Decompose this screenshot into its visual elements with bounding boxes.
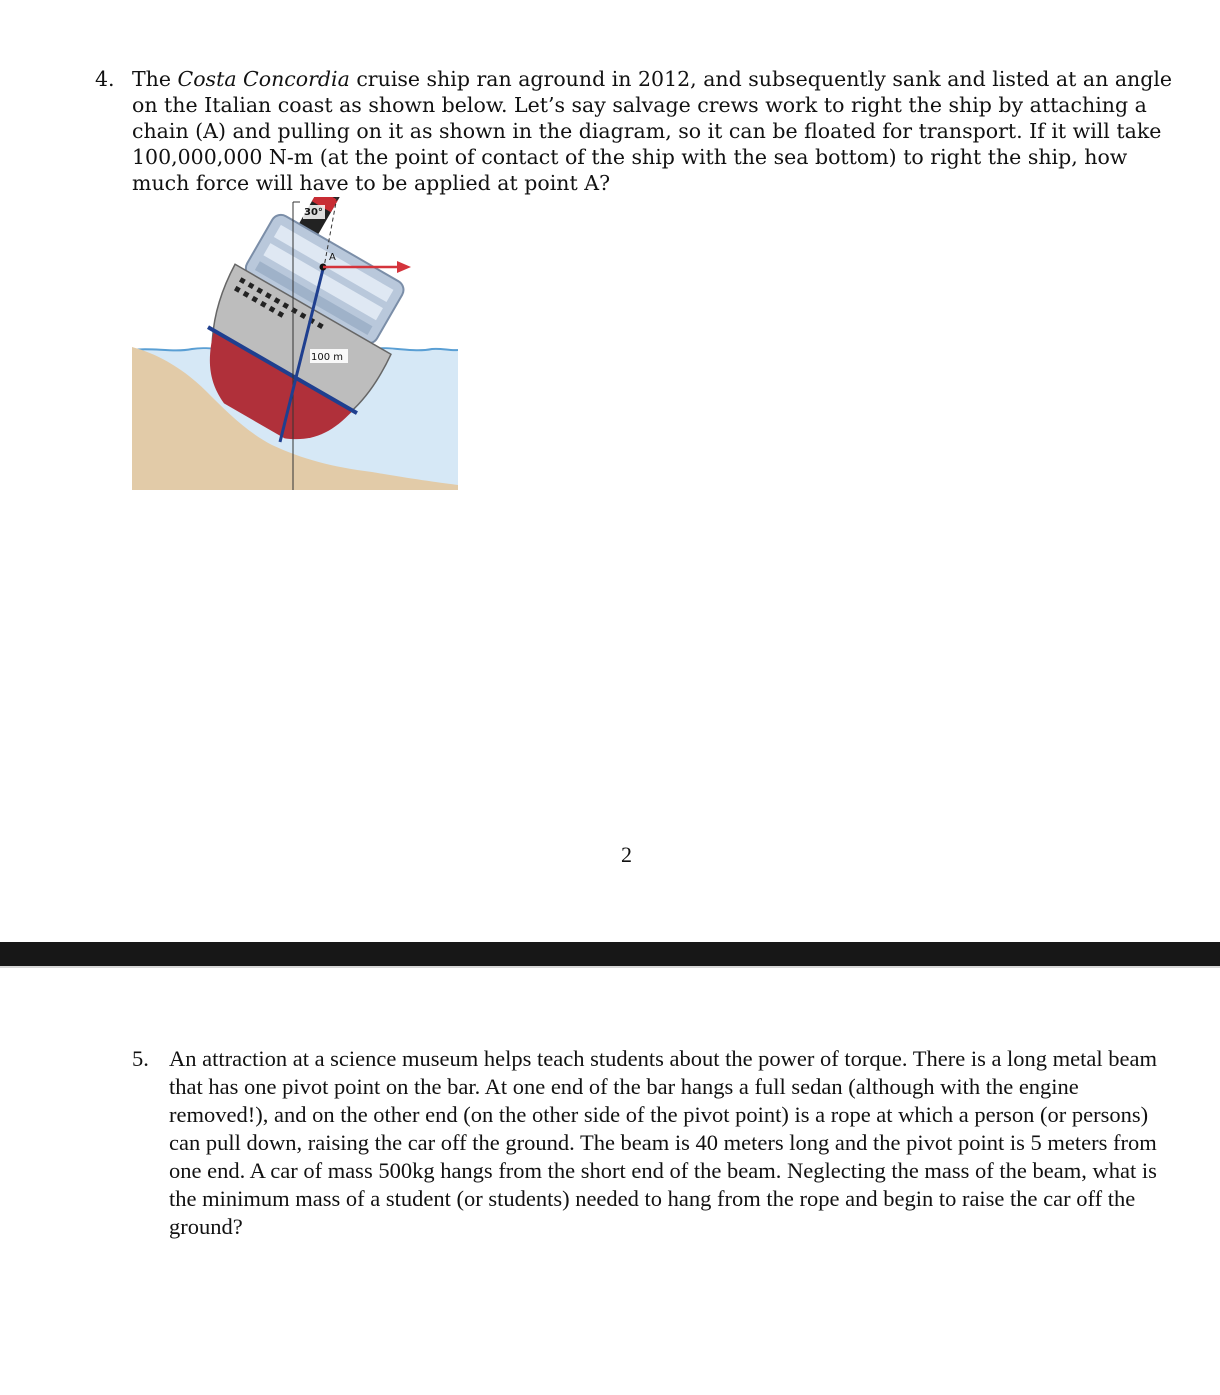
distance-label: 100 m [311, 352, 344, 363]
force-arrowhead [397, 261, 411, 273]
ship-name: Costa Concordia [177, 67, 350, 91]
page-break-edge [0, 966, 1220, 968]
question-text: The Costa Concordia cruise ship ran aground in 2012, and subsequently sank and listed at an angle on the Italian coast as shown below. Let’s say salvage crews work to right the ship by attaching a chain (A) and pulling on it as shown in the diagram, so it can be floated for transport. If it will take 100,000,000 N-m (at the point of contact of the ship with the sea bottom) to right the ship, how much force will have to be applied at point A? [132, 67, 1173, 195]
question-number: 4. [95, 67, 115, 91]
question-number: 5. [132, 1046, 149, 1071]
question-text: An attraction at a science museum helps teach students about the power of torque. There is a long metal beam that has one pivot point on the bar. At one end of the bar hangs a full sedan (although with the engine removed!), and on the other end (on the other side of the pivot point) is a rope at which a person (or persons) can pull down, raising the car off the ground. The beam is 40 meters long and the pivot point is 5 meters from one end. A car of mass 500kg hangs from the short end of the beam. Neglecting the mass of the beam, what is the minimum mass of a student (or students) needed to hang from the rope and begin to raise the car off the ground? [169, 1046, 1158, 1239]
point-a-label: A [329, 252, 336, 263]
ship-diagram [132, 197, 458, 490]
page-number: 2 [621, 842, 632, 867]
page-break-bar [0, 942, 1220, 966]
question-4 [95, 66, 1175, 196]
angle-label: 30° [304, 207, 323, 218]
ship-diagram-svg [132, 197, 458, 490]
question-5 [132, 1045, 1172, 1241]
